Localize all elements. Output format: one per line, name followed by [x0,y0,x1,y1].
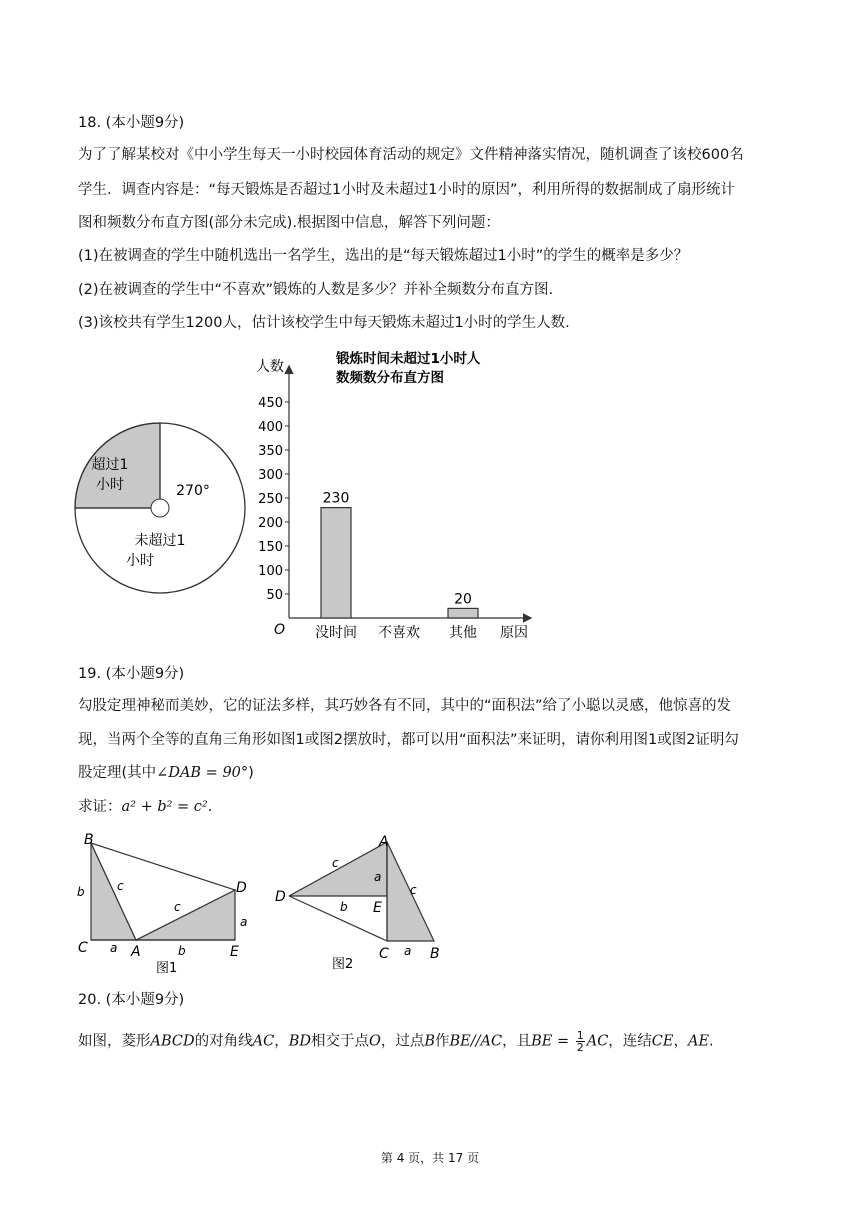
chart-xlabel: 原因 [500,625,528,641]
fig1-side-b2: b [178,944,186,958]
chart-ytick-label: 300 [258,468,283,483]
fig2-point-A: A [379,834,389,850]
fig1-point-A: A [131,944,141,960]
chart-bar-value-label: 230 [322,490,350,507]
chart-bar [321,508,351,618]
pythagoras-formula: a² + b² = c². [121,799,213,815]
fig1-point-E: E [230,944,239,960]
chart-bar-value-label: 20 [454,591,472,608]
fig2-point-C: C [379,946,389,962]
fig1-caption: 图1 [156,961,178,976]
fig1-point-B: B [84,832,94,848]
fig2-caption: 图2 [332,957,354,972]
fig1-point-D: D [236,880,247,896]
q18-stem-line3: 图和频数分布直方图(部分未完成).根据图中信息，解答下列问题： [78,215,500,231]
fig2-side-b1: b [340,900,348,914]
fig1-side-a2: a [240,915,248,929]
chart-category-label: 没时间 [315,625,357,641]
q18-stem-line1: 为了了解某校对《中小学生每天一小时校园体育活动的规定》文件精神落实情况，随机调查了该校600名 [78,147,744,163]
q18-sub2: (2)在被调查的学生中“不喜欢”锻炼的人数是多少？并补全频数分布直方图. [78,282,554,298]
chart-category-label: 其他 [449,625,477,641]
figure-2 [270,828,460,978]
chart-origin: O [274,622,286,638]
pie-label-over-l2: 小时 [96,477,124,493]
chart-ytick-label: 350 [258,444,283,459]
fig2-side-c1: c [332,856,339,870]
q20-stem: 如图，菱形ABCD的对角线AC，BD相交于点O，过点B作BE//AC，且BE = $\frac{1}{2}$ AC，连结CE，AE. [78,1029,714,1054]
histogram [240,345,550,650]
q18-sub3: (3)该校共有学生1200人，估计该校学生中每天锻炼未超过1小时的学生人数. [78,315,570,331]
chart-ytick-label: 200 [258,516,283,531]
chart-bar [448,608,478,618]
page-footer: 第 4 页，共 17 页 [380,1151,480,1165]
q18-sub1: (1)在被调查的学生中随机选出一名学生，选出的是“每天锻炼超过1小时”的学生的概率是多少？ [78,248,689,264]
chart-category-label: 不喜欢 [378,625,420,641]
fig1-point-C: C [78,940,88,956]
q19-stem-line3: 股定理(其中∠DAB = 90°) [78,765,254,781]
chart-ytick-label: 250 [258,492,283,507]
fraction-one-half: $\frac{1}{2}$ [576,1029,584,1054]
chart-ytick-label: 450 [258,396,283,411]
fig1-side-b1: b [77,885,85,899]
figure-1 [70,828,270,978]
fig1-side-a1: a [110,941,118,955]
q19-heading: 19. (本小题9分) [78,666,185,682]
fig1-side-c1: c [117,879,124,893]
fig2-point-B: B [430,946,440,962]
chart-ytick-label: 100 [258,564,283,579]
q19-stem-line2: 现，当两个全等的直角三角形如图1或图2摆放时，都可以用“面积法”来证明，请你利用图1或图2证明勾 [78,732,739,748]
fig2-point-E: E [373,900,382,916]
pie-label-over-l1: 超过1 [91,457,129,473]
angle-dab: ∠DAB = 90° [156,765,249,781]
fig2-side-a2: a [404,944,412,958]
fig2-side-c2: c [410,883,417,897]
fig2-side-a1: a [374,870,382,884]
fig1-side-c2: c [174,900,181,914]
chart-ytick-label: 400 [258,420,283,435]
chart-ytick-label: 50 [266,588,283,603]
q19-stem-line1: 勾股定理神秘而美妙，它的证法多样，其巧妙各有不同，其中的“面积法”给了小聪以灵感，他惊喜的发 [78,698,732,714]
chart-ytick-label: 150 [258,540,283,555]
pie-chart [70,415,250,605]
pie-angle-label: 270° [176,483,210,499]
q18-heading: 18. (本小题9分) [78,115,185,131]
q18-stem-line2: 学生．调查内容是：“每天锻炼是否超过1小时及未超过1小时的原因”，利用所得的数据制成了扇形统计 [78,182,735,198]
pie-label-under-l2: 小时 [126,553,154,569]
pie-label-under-l1: 未超过1 [134,533,186,549]
chart-ylabel: 人数 [256,359,284,375]
chart-title-l2: 数频数分布直方图 [336,370,444,386]
pie-angle-arc [151,499,169,517]
q19-prove: 求证：a² + b² = c². [78,799,213,815]
q20-heading: 20. (本小题9分) [78,992,185,1008]
chart-title-l1: 锻炼时间未超过1小时人 [336,351,481,367]
fig2-point-D: D [275,889,286,905]
